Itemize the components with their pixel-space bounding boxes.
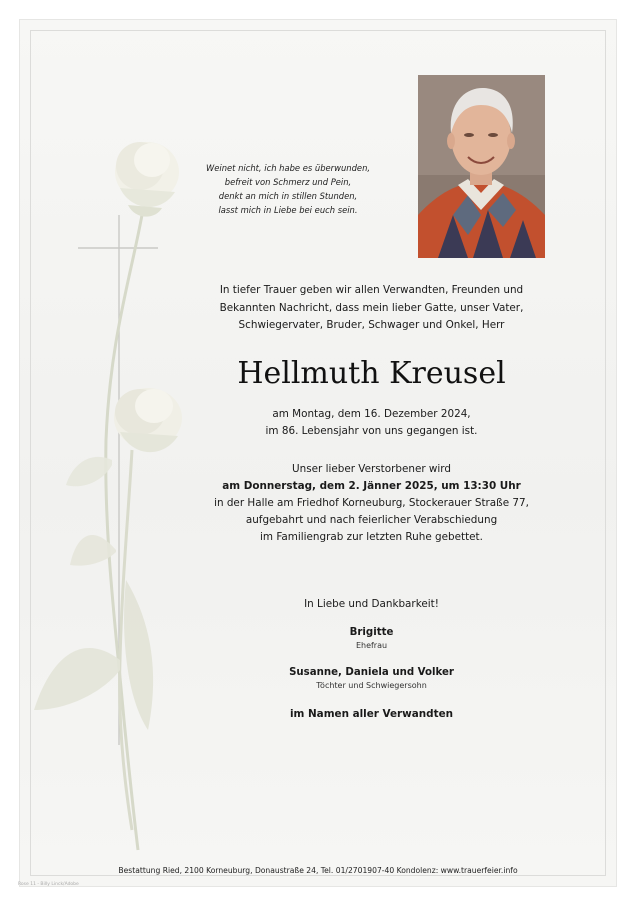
intro-line: In tiefer Trauer geben wir allen Verwandten, Freunden und bbox=[219, 284, 524, 296]
mourner-entry bbox=[200, 626, 543, 651]
leaf bbox=[124, 580, 153, 730]
white-rose-with-cross-illustration bbox=[20, 20, 220, 886]
poem-line: Weinet nicht, ich habe es überwunden, bbox=[205, 163, 371, 173]
poem-line: lasst mich in Liebe bei euch sein. bbox=[218, 205, 358, 215]
closing-text: im Namen aller Verwandten bbox=[289, 708, 454, 720]
funeral-details bbox=[200, 461, 543, 546]
announcement-intro bbox=[200, 282, 543, 335]
death-date-block bbox=[200, 406, 543, 439]
mourner-names: Brigitte bbox=[349, 627, 394, 638]
upper-rose-bloom bbox=[115, 142, 179, 217]
mourner-entry bbox=[200, 666, 543, 691]
leaf bbox=[34, 648, 120, 710]
portrait-illustration bbox=[418, 75, 545, 258]
image-credit: Rose 11 - Billy Linck/Adobe bbox=[18, 882, 79, 887]
mourner-relation: Töchter und Schwiegersohn bbox=[316, 681, 427, 690]
intro-line: Schwiegervater, Bruder, Schwager und Onkel, Herr bbox=[238, 319, 505, 331]
mourner-names: Susanne, Daniela und Volker bbox=[289, 667, 454, 678]
funeral-line: Unser lieber Verstorbener wird bbox=[292, 463, 451, 475]
funeral-line: aufgebahrt und nach feierlicher Verabschiedung bbox=[245, 514, 498, 526]
funeral-date-time: am Donnerstag, dem 2. Jänner 2025, um 13:30 Uhr bbox=[222, 480, 521, 492]
funeral-home-footer: Bestattung Ried, 2100 Korneuburg, Donaustraße 24, Tel. 01/2701907-40 Kondolenz: www.trauerfeier.info bbox=[118, 866, 518, 875]
memorial-poem bbox=[188, 161, 388, 217]
signoff-text: In Liebe und Dankbarkeit! bbox=[304, 598, 439, 610]
lower-rose-bloom bbox=[114, 388, 182, 452]
poem-line: denkt an mich in stillen Stunden, bbox=[218, 191, 358, 201]
mourner-relation: Ehefrau bbox=[355, 641, 388, 650]
funeral-line: in der Halle am Friedhof Korneuburg, Stockerauer Straße 77, bbox=[214, 497, 529, 509]
parte-card bbox=[20, 20, 616, 886]
intro-line: Bekannten Nachricht, dass mein lieber Gatte, unser Vater, bbox=[219, 301, 524, 314]
deceased-portrait-photo bbox=[418, 75, 545, 258]
death-line: am Montag, dem 16. Dezember 2024, bbox=[272, 408, 471, 420]
deceased-name: Hellmuth Kreusel bbox=[237, 356, 506, 391]
funeral-line: im Familiengrab zur letzten Ruhe gebettet. bbox=[260, 531, 483, 543]
death-line: im 86. Lebensjahr von uns gegangen ist. bbox=[265, 424, 478, 437]
poem-line: befreit von Schmerz und Pein, bbox=[224, 177, 352, 187]
